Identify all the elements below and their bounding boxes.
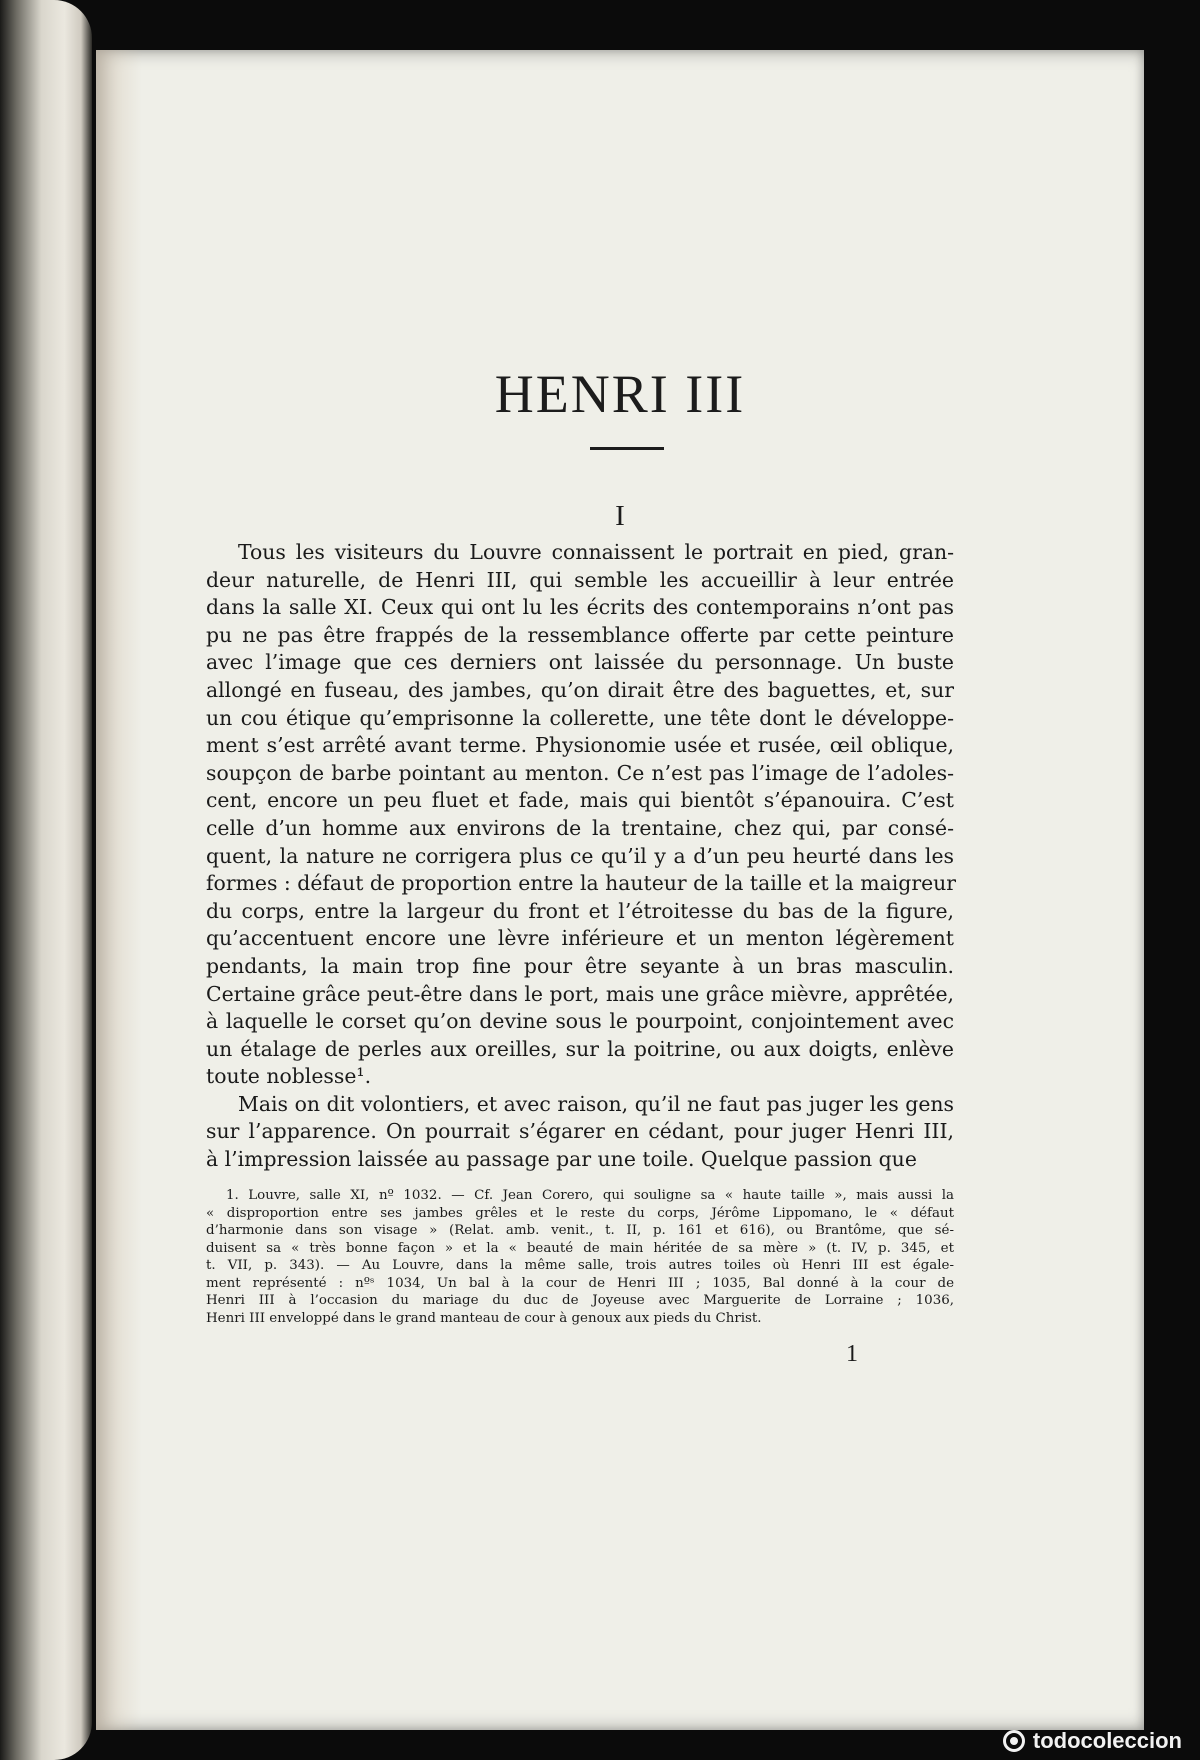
footnote-line: duisent sa « très bonne façon » et la « beauté de main héritée de sa mère » (t. IV, p. 345, et bbox=[206, 1240, 954, 1256]
text-line: Certaine grâce peut-être dans le port, mais une grâce mièvre, apprêtée, bbox=[206, 981, 954, 1006]
section-number: I bbox=[615, 500, 625, 532]
left-page-edge bbox=[0, 0, 92, 1760]
text-line: formes : défaut de proportion entre la hauteur de la taille et la maigreur bbox=[206, 871, 957, 896]
title-rule bbox=[590, 447, 664, 450]
watermark-logo-icon bbox=[1003, 1730, 1025, 1752]
text-line: celle d’un homme aux environs de la trentaine, chez qui, par consé- bbox=[206, 815, 954, 840]
text-line: Mais on dit volontiers, et avec raison, qu’il ne faut pas juger les gens bbox=[238, 1091, 954, 1116]
text-line: un étalage de perles aux oreilles, sur la poitrine, ou aux doigts, enlève bbox=[206, 1036, 954, 1061]
chapter-title: HENRI III bbox=[494, 364, 746, 424]
text-line: avec l’image que ces derniers ont laissée du personnage. Un buste bbox=[206, 650, 954, 675]
page-fold-shadow bbox=[96, 50, 142, 1730]
footnotes bbox=[206, 1187, 954, 1327]
text-line: pu ne pas être frappés de la ressemblance offerte par cette peinture bbox=[206, 622, 954, 647]
footnote-line: d’harmonie dans son visage » (Relat. amb. venit., t. II, p. 161 et 616), ou Brantôme, que sé- bbox=[206, 1223, 954, 1238]
text-line: allongé en fuseau, des jambes, qu’on dirait être des baguettes, et, sur bbox=[206, 677, 954, 702]
footnote-line: 1. Louvre, salle XI, nº 1032. — Cf. Jean Corero, qui souligne sa « haute taille », mais aussi la bbox=[226, 1188, 954, 1203]
text-line: cent, encore un peu fluet et fade, mais qui bientôt s’épanouira. C’est bbox=[206, 788, 954, 813]
text-line: quent, la nature ne corrigera plus ce qu’il y a d’un peu heurté dans les bbox=[206, 843, 954, 868]
text-line: un cou étique qu’emprisonne la collerette, une tête dont le développe- bbox=[206, 705, 954, 730]
text-line: à laquelle le corset qu’on devine sous le pourpoint, conjointement avec bbox=[206, 1009, 954, 1034]
text-line: deur naturelle, de Henri III, qui semble les accueillir à leur entrée bbox=[206, 567, 954, 592]
text-line: ment s’est arrêté avant terme. Physionomie usée et rusée, œil oblique, bbox=[206, 733, 954, 758]
text-line: dans la salle XI. Ceux qui ont lu les écrits des contemporains n’ont pas bbox=[206, 595, 954, 620]
book-page bbox=[96, 50, 1144, 1730]
text-line: qu’accentuent encore une lèvre inférieure et un menton légèrement bbox=[206, 926, 954, 951]
text-line: sur l’apparence. On pourrait s’égarer en cédant, pour juger Henri III, bbox=[206, 1119, 954, 1144]
footnote-line: Henri III à l’occasion du mariage du duc de Joyeuse avec Marguerite de Lorraine ; 1036, bbox=[206, 1293, 954, 1308]
footnote-line: t. VII, p. 343). — Au Louvre, dans la même salle, trois autres toiles où Henri III est égale- bbox=[206, 1258, 954, 1273]
text-line: toute noblesse¹. bbox=[206, 1064, 372, 1089]
text-line: à l’impression laissée au passage par une toile. Quelque passion que bbox=[206, 1147, 917, 1172]
watermark bbox=[1003, 1728, 1182, 1754]
text-line: du corps, entre la largeur du front et l’étroitesse du bas de la figure, bbox=[206, 898, 954, 923]
text-line: Tous les visiteurs du Louvre connaissent le portrait en pied, gran- bbox=[238, 540, 954, 564]
watermark-text: todocoleccion bbox=[1032, 1728, 1182, 1753]
footnote-line: Henri III enveloppé dans le grand manteau de cour à genoux aux pieds du Christ. bbox=[206, 1310, 762, 1326]
text-line: pendants, la main trop fine pour être seyante à un bras masculin. bbox=[206, 953, 954, 978]
page-number: 1 bbox=[846, 1341, 858, 1367]
footnote-line: « disproportion entre ses jambes grêles et le reste du corps, Jérôme Lippomano, le « défaut bbox=[206, 1205, 954, 1221]
footnote-line: ment représenté : nºˢ 1034, Un bal à la cour de Henri III ; 1035, Bal donné à la cour de bbox=[206, 1275, 954, 1291]
text-line: soupçon de barbe pointant au menton. Ce n’est pas l’image de l’adoles- bbox=[206, 760, 954, 785]
body-text bbox=[206, 539, 957, 1174]
